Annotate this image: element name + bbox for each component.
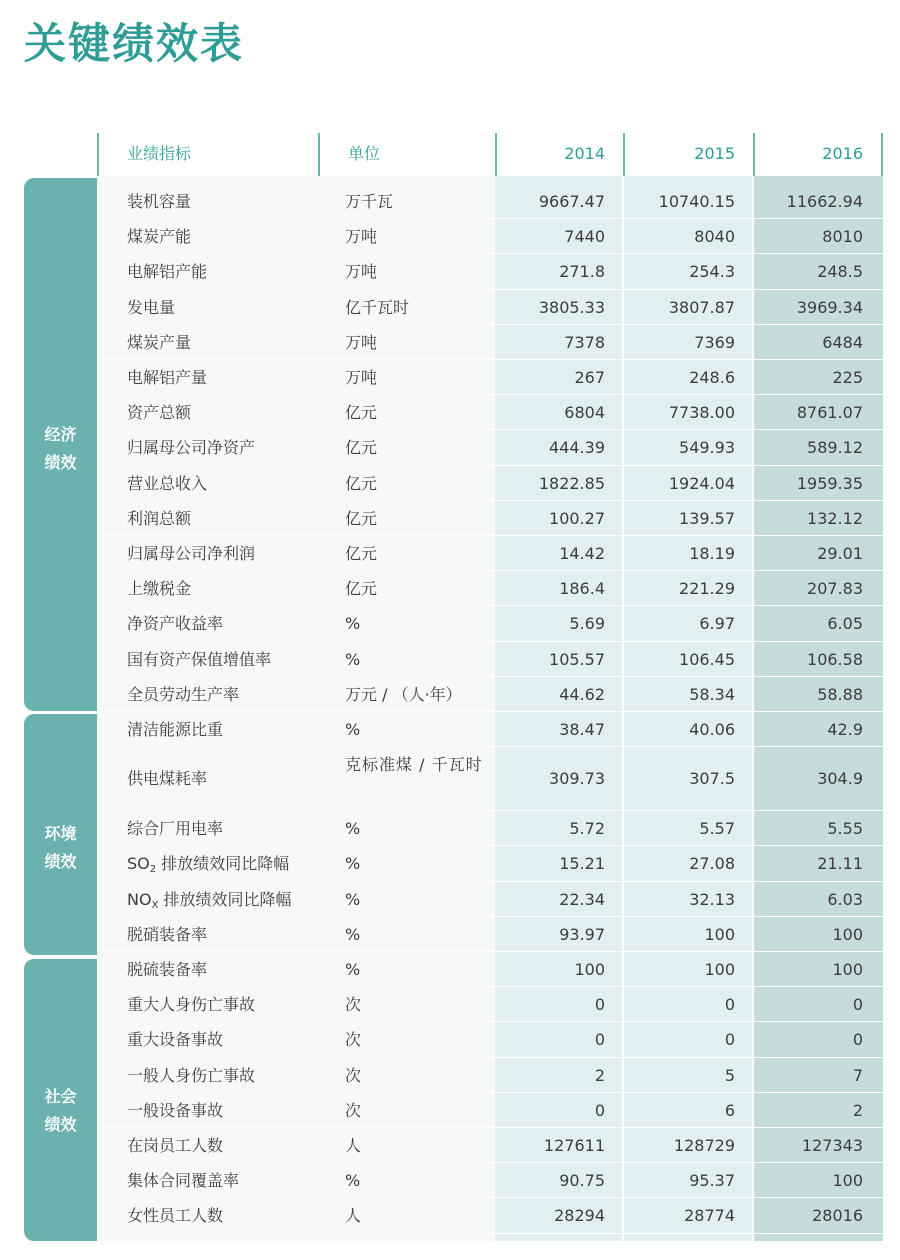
header-2015: 2015: [623, 133, 753, 176]
value-2016: 1959.35: [796, 473, 863, 493]
unit: 万吨: [345, 368, 378, 387]
value-2014: 22.34: [559, 889, 605, 909]
value-2014: 0: [594, 1100, 605, 1120]
indicator-name: 在岗员工人数: [127, 1136, 224, 1155]
value-2014: 2: [594, 1065, 605, 1085]
value-2015: 248.6: [689, 368, 735, 387]
unit: 亿元: [345, 508, 378, 528]
indicator-name: 一般人身伤亡事故: [127, 1065, 256, 1085]
indicator-name: 重大人身伤亡事故: [127, 995, 256, 1015]
value-2016: 28016: [812, 1206, 863, 1226]
unit: 亿元: [345, 473, 378, 493]
indicator-name: 装机容量: [127, 192, 192, 211]
indicator-name: 资产总额: [127, 403, 192, 423]
value-2014: 28294: [554, 1206, 605, 1226]
value-2014: 105.57: [549, 649, 605, 669]
value-2016: 2: [852, 1100, 863, 1120]
value-2015: 1924.04: [668, 473, 735, 493]
indicator-name: 集体合同覆盖率: [127, 1171, 240, 1191]
unit: 人: [345, 1206, 362, 1226]
value-2016: 248.5: [817, 262, 863, 282]
table-row: [97, 290, 883, 325]
unit: 万吨: [345, 227, 378, 247]
table-row: [97, 1198, 883, 1233]
indicator-name: 电解铝产能: [127, 262, 208, 282]
table-row: [97, 1163, 883, 1198]
indicator-name: 综合厂用电率: [127, 819, 224, 839]
value-2016: 100: [832, 1171, 863, 1191]
group-label-environment: 环境 绩效: [44, 824, 77, 871]
value-2014: 14.42: [559, 544, 605, 563]
group-label-social: 社会 绩效: [44, 1087, 77, 1134]
value-2016: 6.05: [827, 614, 863, 634]
table-header: [0, 133, 900, 176]
table-row: [97, 571, 883, 606]
unit: %: [345, 649, 361, 669]
value-2015: 106.45: [679, 649, 735, 669]
value-2014: 0: [594, 995, 605, 1015]
header-2016: 2016: [753, 133, 883, 176]
table-row: [97, 1128, 883, 1163]
indicator-name: 脱硝装备率: [127, 924, 208, 944]
value-2014: 7378: [564, 332, 605, 352]
value-2014: 44.62: [559, 684, 605, 704]
table-row: [97, 536, 883, 571]
indicator-name: 营业总收入: [127, 473, 208, 493]
value-2016: 132.12: [807, 508, 863, 528]
value-2015: 28774: [684, 1206, 735, 1226]
value-2014: 15.21: [559, 854, 605, 874]
value-2016: 207.83: [807, 579, 863, 599]
value-2014: 271.8: [559, 262, 605, 282]
indicator-name: 一般设备事故: [127, 1100, 224, 1120]
value-2016: 127343: [801, 1136, 863, 1155]
unit: %: [345, 819, 361, 839]
unit: %: [345, 889, 361, 909]
value-2016: 11662.94: [786, 192, 863, 211]
unit: 克标准煤 / 千瓦时: [345, 755, 483, 775]
unit: 亿千瓦时: [345, 297, 410, 317]
indicator-name: 净资产收益率: [127, 614, 224, 634]
unit: 次: [345, 995, 362, 1015]
table-row: [97, 677, 883, 712]
value-2016: 8010: [822, 227, 863, 247]
row-divider: [97, 1233, 883, 1234]
indicator-name: $NO_X$ 排放绩效同比降幅: [127, 889, 292, 911]
value-2014: 3805.33: [538, 297, 605, 317]
value-2015: 3807.87: [668, 297, 735, 317]
value-2014: 90.75: [559, 1171, 605, 1191]
value-2015: 58.34: [689, 684, 735, 704]
unit: 万吨: [345, 332, 378, 352]
value-2015: 18.19: [689, 544, 735, 563]
group-environment: [24, 714, 97, 955]
indicator-name: 女性员工人数: [127, 1206, 224, 1226]
table-row: [97, 1093, 883, 1128]
value-2015: 6.97: [699, 614, 735, 634]
value-2014: 9667.47: [538, 192, 605, 211]
value-2016: 0: [852, 1030, 863, 1050]
indicator-name: 供电煤耗率: [127, 769, 208, 789]
value-2016: 8761.07: [796, 403, 863, 423]
group-social: [24, 959, 97, 1241]
value-2015: 0: [724, 1030, 735, 1050]
value-2014: 186.4: [559, 579, 605, 599]
value-2014: 444.39: [549, 438, 605, 458]
table-row: [97, 466, 883, 501]
table-row: [97, 325, 883, 360]
indicator-name: 国有资产保值增值率: [127, 649, 272, 669]
table-row: [97, 184, 883, 219]
value-2015: 5: [724, 1065, 735, 1085]
table-row: [97, 917, 883, 952]
value-2015: 128729: [673, 1136, 735, 1155]
unit: 万吨: [345, 262, 378, 282]
indicator-name: 利润总额: [127, 508, 192, 528]
value-2015: 549.93: [679, 438, 735, 458]
value-2016: 106.58: [807, 649, 863, 669]
unit: 次: [345, 1100, 362, 1120]
value-2014: 100.27: [549, 508, 605, 528]
table-row: [97, 1058, 883, 1093]
value-2015: 27.08: [689, 854, 735, 874]
unit: 万元 / （人·年）: [345, 684, 462, 704]
indicator-name: 上缴税金: [127, 579, 192, 599]
unit: %: [345, 614, 361, 634]
value-2015: 139.57: [679, 508, 735, 528]
value-2015: 221.29: [679, 579, 735, 599]
indicator-name: 煤炭产能: [127, 227, 192, 247]
table-row: [97, 1022, 883, 1057]
table-row: [97, 606, 883, 641]
unit: %: [345, 924, 361, 944]
value-2015: 100: [704, 960, 735, 979]
value-2014: 5.72: [569, 819, 605, 839]
value-2015: 5.57: [699, 819, 735, 839]
unit: %: [345, 854, 361, 874]
indicator-name: 归属母公司净资产: [127, 438, 256, 458]
value-2014: 267: [574, 368, 605, 387]
unit: %: [345, 960, 361, 979]
value-2015: 100: [704, 924, 735, 944]
table-row: [97, 987, 883, 1022]
table-row: [97, 395, 883, 430]
table-row: [97, 219, 883, 254]
value-2014: 127611: [543, 1136, 605, 1155]
value-2015: 7369: [694, 332, 735, 352]
unit: 亿元: [345, 579, 378, 599]
table-row: [97, 642, 883, 677]
value-2014: 5.69: [569, 614, 605, 634]
value-2016: 21.11: [817, 854, 863, 874]
value-2016: 29.01: [817, 544, 863, 563]
value-2016: 3969.34: [796, 297, 863, 317]
table-row: [97, 712, 883, 747]
value-2016: 225: [832, 368, 863, 387]
header-unit: 单位: [318, 133, 495, 176]
value-2016: 589.12: [807, 438, 863, 458]
value-2016: 6.03: [827, 889, 863, 909]
value-2016: 42.9: [827, 720, 863, 739]
table-row: [97, 952, 883, 987]
indicator-name: 归属母公司净利润: [127, 544, 256, 563]
group-economic: [24, 178, 97, 711]
value-2014: 38.47: [559, 720, 605, 739]
value-2016: 58.88: [817, 684, 863, 704]
unit: 人: [345, 1136, 362, 1155]
value-2014: 93.97: [559, 924, 605, 944]
value-2014: 309.73: [549, 769, 605, 789]
value-2015: 307.5: [689, 769, 735, 789]
value-2016: 7: [852, 1065, 863, 1085]
value-2016: 5.55: [827, 819, 863, 839]
value-2014: 6804: [564, 403, 605, 423]
table-row: [97, 811, 883, 846]
value-2015: 6: [724, 1100, 735, 1120]
table-row: [97, 360, 883, 395]
indicator-name: 脱硫装备率: [127, 960, 208, 979]
table-row: [97, 846, 883, 881]
unit: 亿元: [345, 403, 378, 423]
indicator-name: 清洁能源比重: [127, 720, 224, 739]
table-row: [97, 254, 883, 289]
indicator-name: $SO_2$ 排放绩效同比降幅: [127, 854, 290, 876]
value-2015: 7738.00: [668, 403, 735, 423]
value-2014: 7440: [564, 227, 605, 247]
value-2015: 10740.15: [658, 192, 735, 211]
unit: 亿元: [345, 438, 378, 458]
value-2014: 1822.85: [538, 473, 605, 493]
value-2016: 100: [832, 960, 863, 979]
unit: 次: [345, 1065, 362, 1085]
value-2016: 100: [832, 924, 863, 944]
value-2014: 100: [574, 960, 605, 979]
unit: %: [345, 720, 361, 739]
group-label-economic: 经济 绩效: [44, 425, 77, 472]
value-2014: 0: [594, 1030, 605, 1050]
page-title: 关键绩效表: [24, 19, 245, 68]
value-2015: 0: [724, 995, 735, 1015]
unit: 次: [345, 1030, 362, 1050]
indicator-name: 重大设备事故: [127, 1030, 224, 1050]
value-2016: 6484: [822, 332, 863, 352]
value-2015: 40.06: [689, 720, 735, 739]
table-row: [97, 747, 883, 811]
unit: %: [345, 1171, 361, 1191]
value-2015: 8040: [694, 227, 735, 247]
value-2015: 32.13: [689, 889, 735, 909]
indicator-name: 煤炭产量: [127, 332, 192, 352]
indicator-name: 发电量: [127, 297, 176, 317]
unit: 亿元: [345, 544, 378, 563]
header-indicator: 业绩指标: [97, 133, 318, 176]
indicator-name: 电解铝产量: [127, 368, 208, 387]
table-row: [97, 501, 883, 536]
unit: 万千瓦: [345, 192, 394, 211]
value-2016: 0: [852, 995, 863, 1015]
indicator-name: 全员劳动生产率: [127, 684, 240, 704]
table-row: [97, 430, 883, 465]
value-2015: 254.3: [689, 262, 735, 282]
value-2016: 304.9: [817, 769, 863, 789]
table-row: [97, 882, 883, 917]
value-2015: 95.37: [689, 1171, 735, 1191]
header-2014: 2014: [495, 133, 623, 176]
